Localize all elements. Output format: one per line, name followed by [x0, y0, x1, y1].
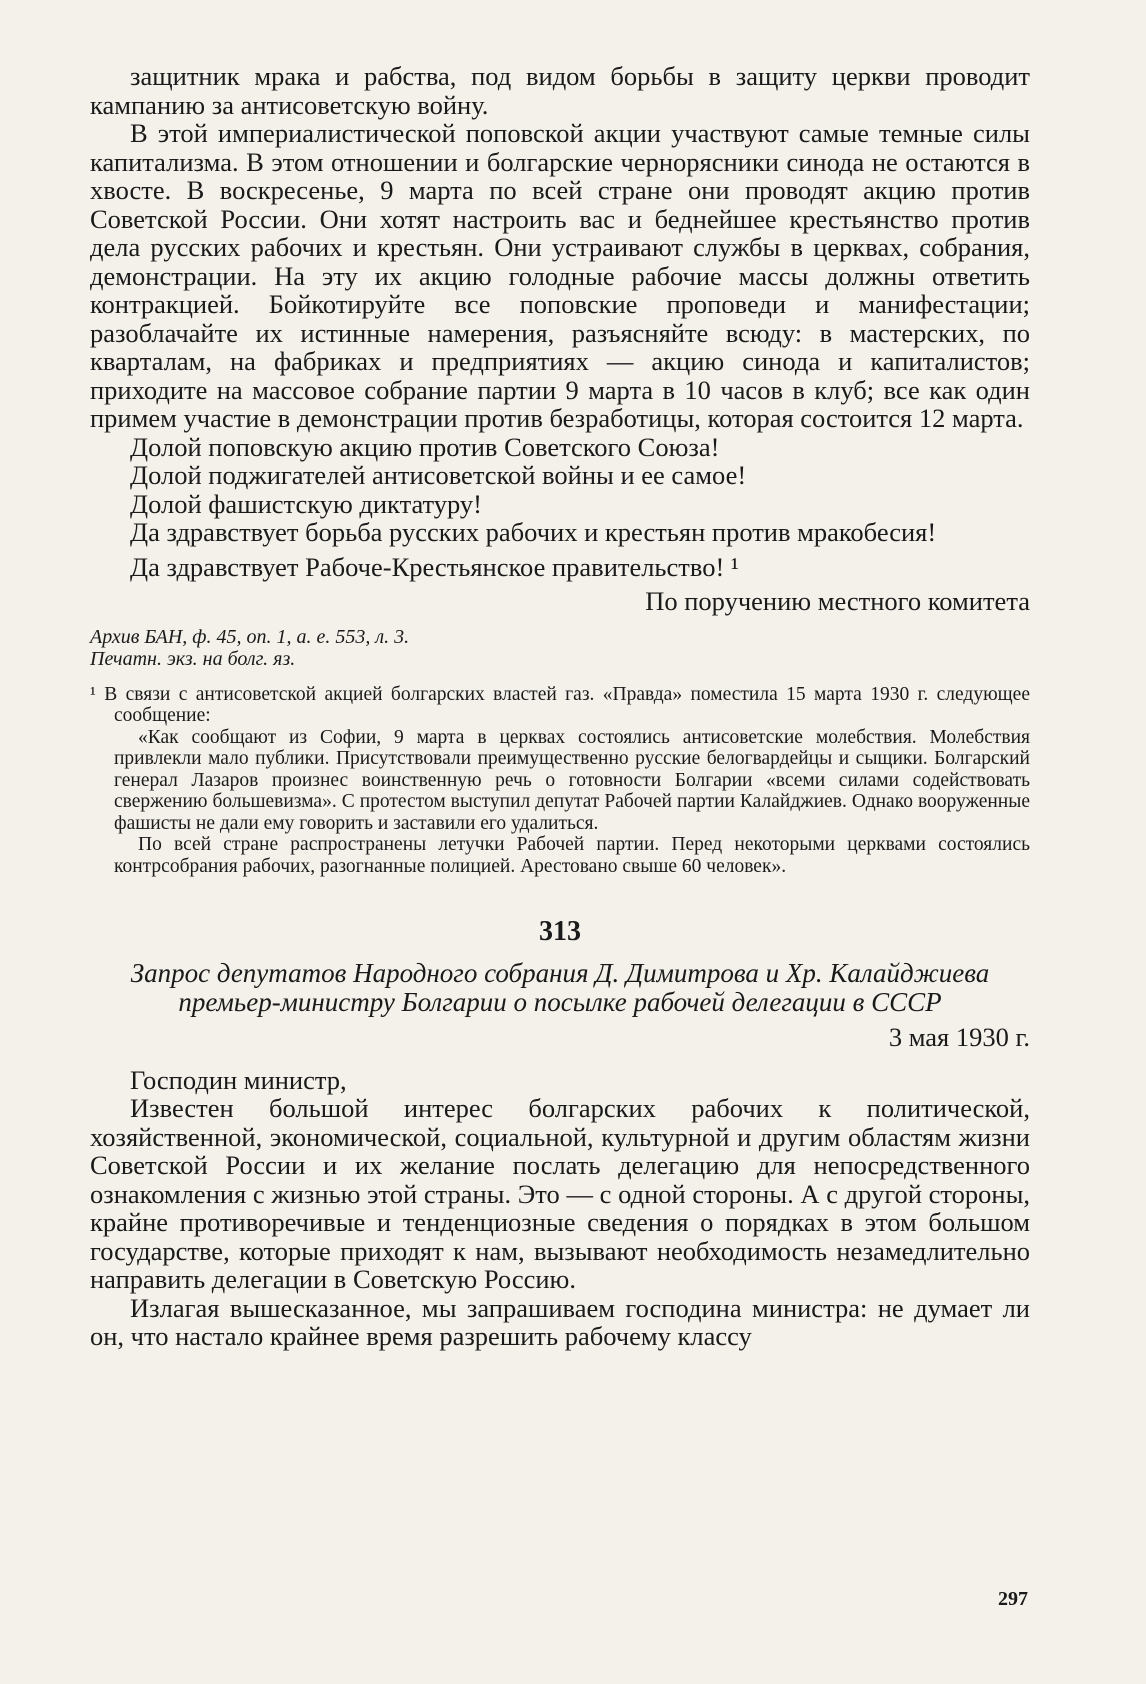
main-text [90, 62, 1030, 616]
document-number: 313 [539, 916, 581, 947]
slogan: Долой поповскую акцию против Советского Союза! [130, 431, 720, 462]
signature: По поручению местного комитета [645, 586, 1030, 616]
slogan: Долой фашистскую диктатуру! [130, 488, 483, 519]
source-line: Печатн. экз. на болг. яз. [90, 647, 296, 670]
page [90, 62, 1030, 1351]
document-paragraph: Излагая вышесказанное, мы запрашиваем господина министра: не думает ли он, что настало крайнее время разрешить рабочему классу [90, 1292, 1030, 1351]
continuation-paragraph: защитник мрака и рабства, под видом борьбы в защиту церкви проводит кампанию за антисоветскую войну. [90, 61, 1030, 120]
footnote-quote-end: По всей стране распространены летучки Рабочей партии. Перед некоторыми церквами состоялись контрсобрания рабочих, разогнанные полицией. Арестовано свыше 60 человек». [114, 834, 1030, 877]
document-body [90, 1066, 1030, 1351]
archive-source [90, 626, 1030, 670]
document-title: Запрос депутатов Народного собрания Д. Димитрова и Хр. Калайджиева премьер-министру Болгарии о посылке рабочей делегации в СССР [130, 958, 990, 1017]
document-date: 3 мая 1930 г. [888, 1022, 1030, 1052]
page-number: 297 [998, 1588, 1028, 1610]
source-line: Архив БАН, ф. 45, оп. 1, а. е. 553, л. 3. [90, 625, 410, 648]
salutation: Господин министр, [130, 1064, 347, 1095]
footnote-intro: ¹ В связи с антисоветской акцией болгарских властей газ. «Правда» поместила 15 марта 1930 г. следующее сообщение: [90, 683, 1030, 726]
appeal-paragraph: В этой империалистической поповской акции участвуют самые темные силы капитализма. В этом отношении и болгарские чернорясники синода не остаются в хвосте. В воскресенье, 9 марта по всей стране они проводят акцию против Советской России. Они хотят настроить вас и беднейшее крестьянство против дела русских рабочих и крестьян. Они устраивают службы в церквах, собрания, демонстрации. На эту их акцию голодные рабочие массы должны ответить контракцией. Бойкотируйте все поповские проповеди и манифестации; разоблачайте их истинные намерения, разъясняйте всюду: в мастерских, по кварталам, на фабриках и предприятиях — акцию синода и капиталистов; приходите на массовое собрание партии 9 марта в 10 часов в клуб; все как один примем участие в демонстрации против безработицы, которая состоится 12 марта. [90, 118, 1030, 433]
footnote [90, 684, 1030, 878]
slogan: Да здравствует Рабоче-Крестьянское правительство! ¹ [130, 551, 739, 582]
document-paragraph: Известен большой интерес болгарских рабочих к политической, хозяйственной, экономической, социальной, культурной и другим областям жизни Советской России и их желание послать делегацию для непосредственного ознакомления с жизнью этой страны. Это — с одной стороны. А с другой стороны, крайне противоречивые и тенденциозные сведения о порядках в этом большом государстве, которые приходят к нам, вызывают необходимость незамедлительно направить делегации в Советскую Россию. [90, 1093, 1030, 1294]
slogan: Долой поджигателей антисоветской войны и ее самое! [130, 460, 747, 490]
slogan: Да здравствует борьба русских рабочих и крестьян против мракобесия! [130, 517, 937, 547]
footnote-quote: «Как сообщают из Софии, 9 марта в церквах состоялись антисоветские молебствия. Молебствия привлекли мало публики. Присутствовали преимущественно русские белогвардейцы и сыщики. Болгарский генерал Лазаров произнес воинственную речь о готовности Болгарии «всеми силами содействовать свержению большевизма». С протестом выступил депутат Рабочей партии Калайджиев. Однако вооруженные фашисты не дали ему говорить и заставили его удалиться. [114, 726, 1030, 834]
